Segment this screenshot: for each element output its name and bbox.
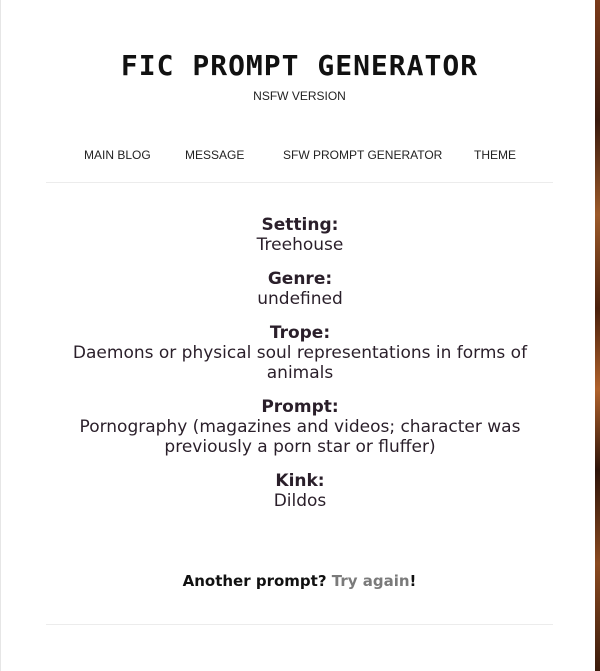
nav-item-main-blog[interactable]: MAIN BLOG: [84, 148, 151, 162]
trope-field: [61, 323, 539, 383]
setting-field: [61, 215, 539, 255]
trope-value: Daemons or physical soul representations in forms of animals: [72, 343, 528, 383]
try-again-question: Another prompt?: [182, 572, 332, 590]
kink-label: Kink:: [275, 471, 325, 491]
try-again-link[interactable]: Try again: [331, 572, 410, 590]
prompt-field: [61, 397, 539, 457]
try-again-suffix: !: [409, 572, 417, 590]
nav-divider: [46, 182, 553, 183]
prompt-label: Prompt:: [261, 397, 339, 417]
kink-field: [61, 471, 539, 511]
prompt-content: [61, 215, 539, 525]
footer-divider: [46, 624, 553, 625]
page-subtitle: NSFW VERSION: [253, 89, 346, 103]
genre-field: [61, 269, 539, 309]
page-title: FIC PROMPT GENERATOR: [120, 49, 479, 82]
nav-item-sfw-prompt-generator[interactable]: SFW PROMPT GENERATOR: [283, 148, 443, 162]
trope-label: Trope:: [269, 323, 331, 343]
nav-bar: [1, 146, 598, 164]
nav-item-message[interactable]: MESSAGE: [185, 148, 245, 162]
genre-value: undefined: [257, 289, 343, 309]
genre-label: Genre:: [267, 269, 333, 289]
setting-value: Treehouse: [256, 235, 344, 255]
setting-label: Setting:: [261, 215, 339, 235]
nav-item-theme[interactable]: THEME: [474, 148, 516, 162]
prompt-value: Pornography (magazines and videos; character was previously a porn star or fluffer): [79, 417, 521, 457]
try-again-line: [1, 571, 598, 591]
kink-value: Dildos: [273, 491, 327, 511]
